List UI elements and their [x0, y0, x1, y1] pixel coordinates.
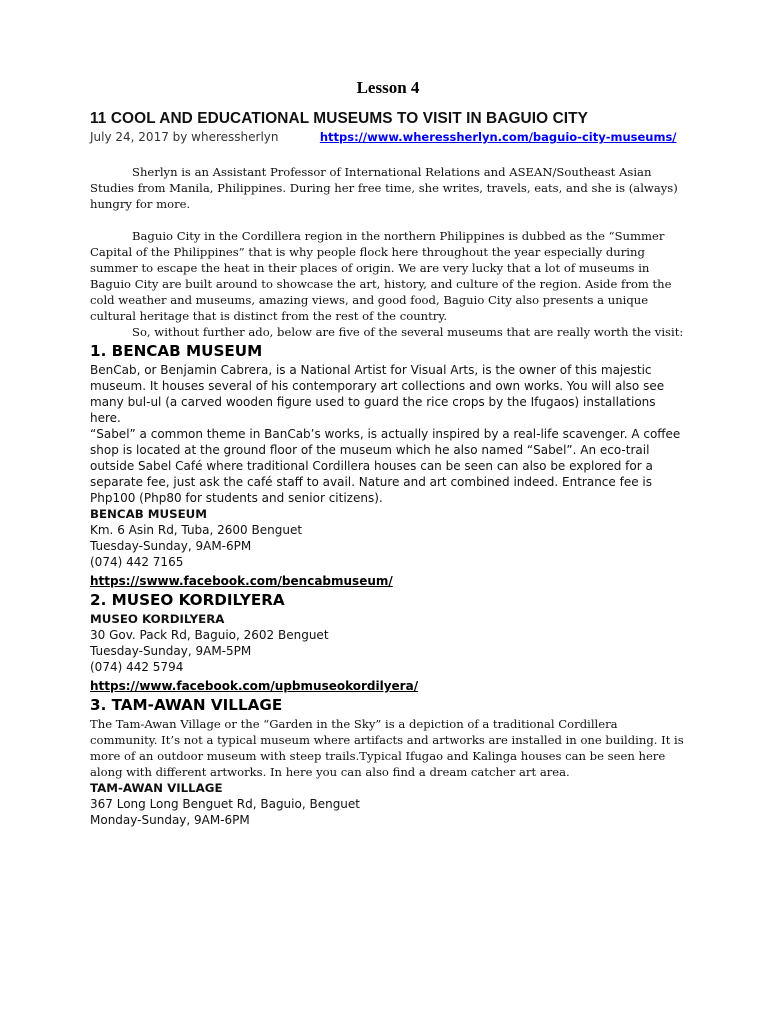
kordilyera-address: 30 Gov. Pack Rd, Baguio, 2602 Benguet	[90, 628, 329, 642]
intro-paragraph-1: Baguio City in the Cordillera region in the northern Philippines is dubbed as the “Summer Capital of the Philippines” that is why people flock here throughout the year especially during summer to escape the heat in their places of origin. We are very lucky that a lot of museums in Baguio City are built around to showcase the art, history, and culture of the region. Aside from the cold weather and museums, amazing views, and good food, Baguio City also presents a unique cultural heritage that is distinct from the rest of the country.	[90, 229, 672, 323]
tam-awan-description: The Tam-Awan Village or the “Garden in the Sky” is a depiction of a traditional Cordillera community. It’s not a typical museum where artifacts and artworks are installed in one building. It is more of an outdoor museum with steep trails.Typical Ifugao and Kalinga houses can be seen here along with different artworks. In here you can also find a dream catcher art area.	[90, 717, 684, 779]
bencab-info-name: BENCAB MUSEUM	[90, 507, 208, 521]
bencab-address: Km. 6 Asin Rd, Tuba, 2600 Benguet	[90, 523, 303, 537]
section-heading-museo-kordilyera: 2. MUSEO KORDILYERA	[90, 591, 285, 609]
article-url-link[interactable]: https://www.wheressherlyn.com/baguio-city-museums/	[319, 130, 677, 144]
bencab-hours: Tuesday-Sunday, 9AM-6PM	[90, 539, 252, 553]
author-bio: Sherlyn is an Assistant Professor of International Relations and ASEAN/Southeast Asian Studies from Manila, Philippines. During her free time, she writes, travels, eats, and she is (always) hungry for more.	[90, 165, 678, 211]
section-heading-tam-awan: 3. TAM-AWAN VILLAGE	[90, 696, 283, 714]
kordilyera-hours: Tuesday-Sunday, 9AM-5PM	[90, 644, 252, 658]
tam-awan-info-name: TAM-AWAN VILLAGE	[90, 781, 223, 795]
bencab-facebook-link[interactable]: https://swww.facebook.com/bencabmuseum/	[90, 574, 393, 588]
article-byline	[90, 130, 686, 148]
bencab-description-1: BenCab, or Benjamin Cabrera, is a National Artist for Visual Arts, is the owner of this majestic museum. It houses several of his contemporary art collections and own works. You will also see many bul-ul (a carved wooden figure used to guard the rice crops by the Ifugaos) installations here.	[90, 363, 665, 425]
bencab-description-2: “Sabel” a common theme in BanCab’s works, is actually inspired by a real-life scavenger. A coffee shop is located at the ground floor of the museum which he also named “Sabel”. An eco-trail outside Sabel Café where traditional Cordillera houses can be seen can also be explored for a separate fee, just ask the café staff to avail. Nature and art combined indeed. Entrance fee is Php100 (Php80 for students and senior citizens).	[90, 427, 681, 505]
kordilyera-phone: (074) 442 5794	[90, 660, 184, 674]
kordilyera-info-name: MUSEO KORDILYERA	[90, 612, 225, 626]
tam-awan-hours: Monday-Sunday, 9AM-6PM	[90, 813, 250, 827]
kordilyera-facebook-link[interactable]: https://www.facebook.com/upbmuseokordilyera/	[90, 679, 419, 693]
lesson-title: Lesson 4	[356, 78, 420, 97]
article-title: 11 COOL AND EDUCATIONAL MUSEUMS TO VISIT IN BAGUIO CITY	[90, 110, 589, 127]
section-heading-bencab: 1. BENCAB MUSEUM	[90, 342, 263, 360]
byline-date-author: July 24, 2017 by wheressherlyn	[90, 130, 279, 144]
intro-paragraph-2: So, without further ado, below are five of the several museums that are really worth the visit:	[132, 325, 684, 339]
bencab-phone: (074) 442 7165	[90, 555, 184, 569]
document-page	[90, 78, 686, 828]
tam-awan-address: 367 Long Long Benguet Rd, Baguio, Benguet	[90, 797, 360, 811]
